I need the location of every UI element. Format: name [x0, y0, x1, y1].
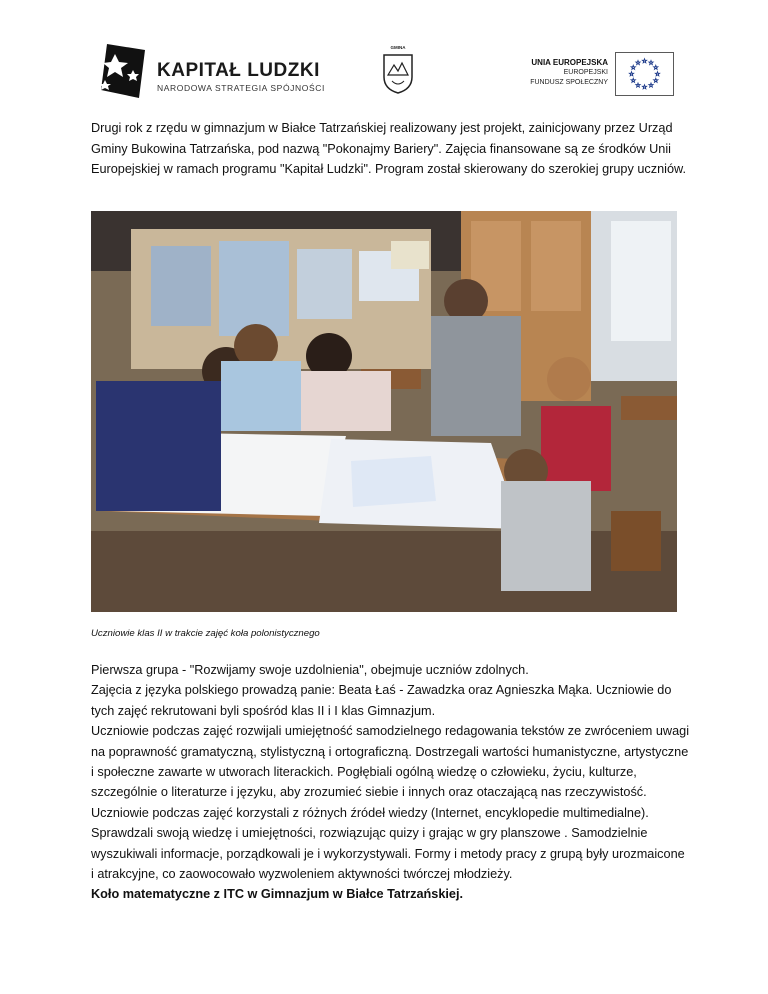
gmina-label: GMINA	[390, 45, 406, 50]
kapital-ludzki-title: KAPITAŁ LUDZKI	[157, 60, 320, 81]
eu-star-icon	[654, 65, 658, 69]
intro-paragraph: Drugi rok z rzędu w gimnazjum w Białce Tatrzańskiej realizowany jest projekt, zainicjowany przez Urząd Gminy Bukowina Tatrzańska, pod nazwą "Pokonajmy Bariery". Zajęcia finansowane są ze środków Unii Europejskiej w ramach programu "Kapitał Ludzki". Program został skierowany do szerokiej grupy uczniów.	[91, 121, 687, 176]
kapital-ludzki-subtitle: NARODOWA STRATEGIA SPÓJNOŚCI	[157, 83, 325, 93]
eu-star-icon	[655, 72, 659, 76]
body-paragraph-1: Pierwsza grupa - "Rozwijamy swoje uzdolnienia", obejmuje uczniów zdolnych.	[91, 663, 529, 677]
eu-star-icon	[631, 65, 635, 69]
body-paragraph-3: Uczniowie podczas zajęć rozwijali umiejętność samodzielnego redagowania tekstów ze zwróceniem uwagi na poprawność gramatyczną, stylistyczną i ortograficzną. Dostrzegali wartości humanistyczne, artystyczne i społeczne zawarte w utworach literackich. Pogłębiali ogólną wiedzę o człowieku, życiu, kulturze, szczególnie o literaturze i języku, aby zrozumieć siebie i innych oraz otaczającą nas rzeczywistość. Uczniowie podczas zajęć korzystali z różnych źródeł wiedzy (Internet, encyklopedie multimedialne). Sprawdzali swoją wiedzę i umiejętności, rozwiązując quizy i grając w gry planszowe . Samodzielnie wyszukiwali informacje, porządkowali je i wykorzystywali. Formy i metody pracy z grupą były urozmaicone i atrakcyjne, co zaowocowało wyzwoleniem aktywności twórczej młodzieży.	[91, 724, 690, 882]
eu-star-icon	[649, 61, 653, 65]
eu-star-icon	[629, 72, 633, 76]
eu-fund-label	[505, 58, 608, 88]
body-paragraph-4: Koło matematyczne z ITC w Gimnazjum w Białce Tatrzańskiej.	[91, 887, 464, 902]
eu-line-3: FUNDUSZ SPOŁECZNY	[530, 79, 608, 86]
body-text	[91, 660, 691, 905]
eu-star-icon	[642, 59, 646, 63]
body-paragraph-2: Zajęcia z języka polskiego prowadzą panie: Beata Łaś - Zawadzka oraz Agnieszka Mąka. Uczniowie do tych zajęć rekrutowani byli spośród klas II i I klas Gimnazjum.	[91, 683, 672, 718]
classroom-photo	[91, 211, 677, 612]
eu-star-icon	[654, 78, 658, 82]
eu-star-icon	[642, 85, 646, 89]
eu-star-icon	[636, 61, 640, 65]
gmina-shield-icon	[382, 53, 414, 95]
eu-line-1: UNIA EUROPEJSKA	[531, 58, 608, 67]
kapital-ludzki-logo	[95, 40, 335, 110]
eu-star-icon	[631, 78, 635, 82]
eu-line-2: EUROPEJSKI	[563, 69, 608, 76]
gmina-crest	[376, 45, 420, 97]
photo-caption: Uczniowie klas II w trakcie zajęć koła polonistycznego	[91, 628, 320, 639]
eu-flag-icon	[615, 52, 674, 96]
kapital-ludzki-mark-icon	[95, 40, 151, 102]
eu-star-icon	[636, 83, 640, 87]
eu-star-icon	[649, 83, 653, 87]
